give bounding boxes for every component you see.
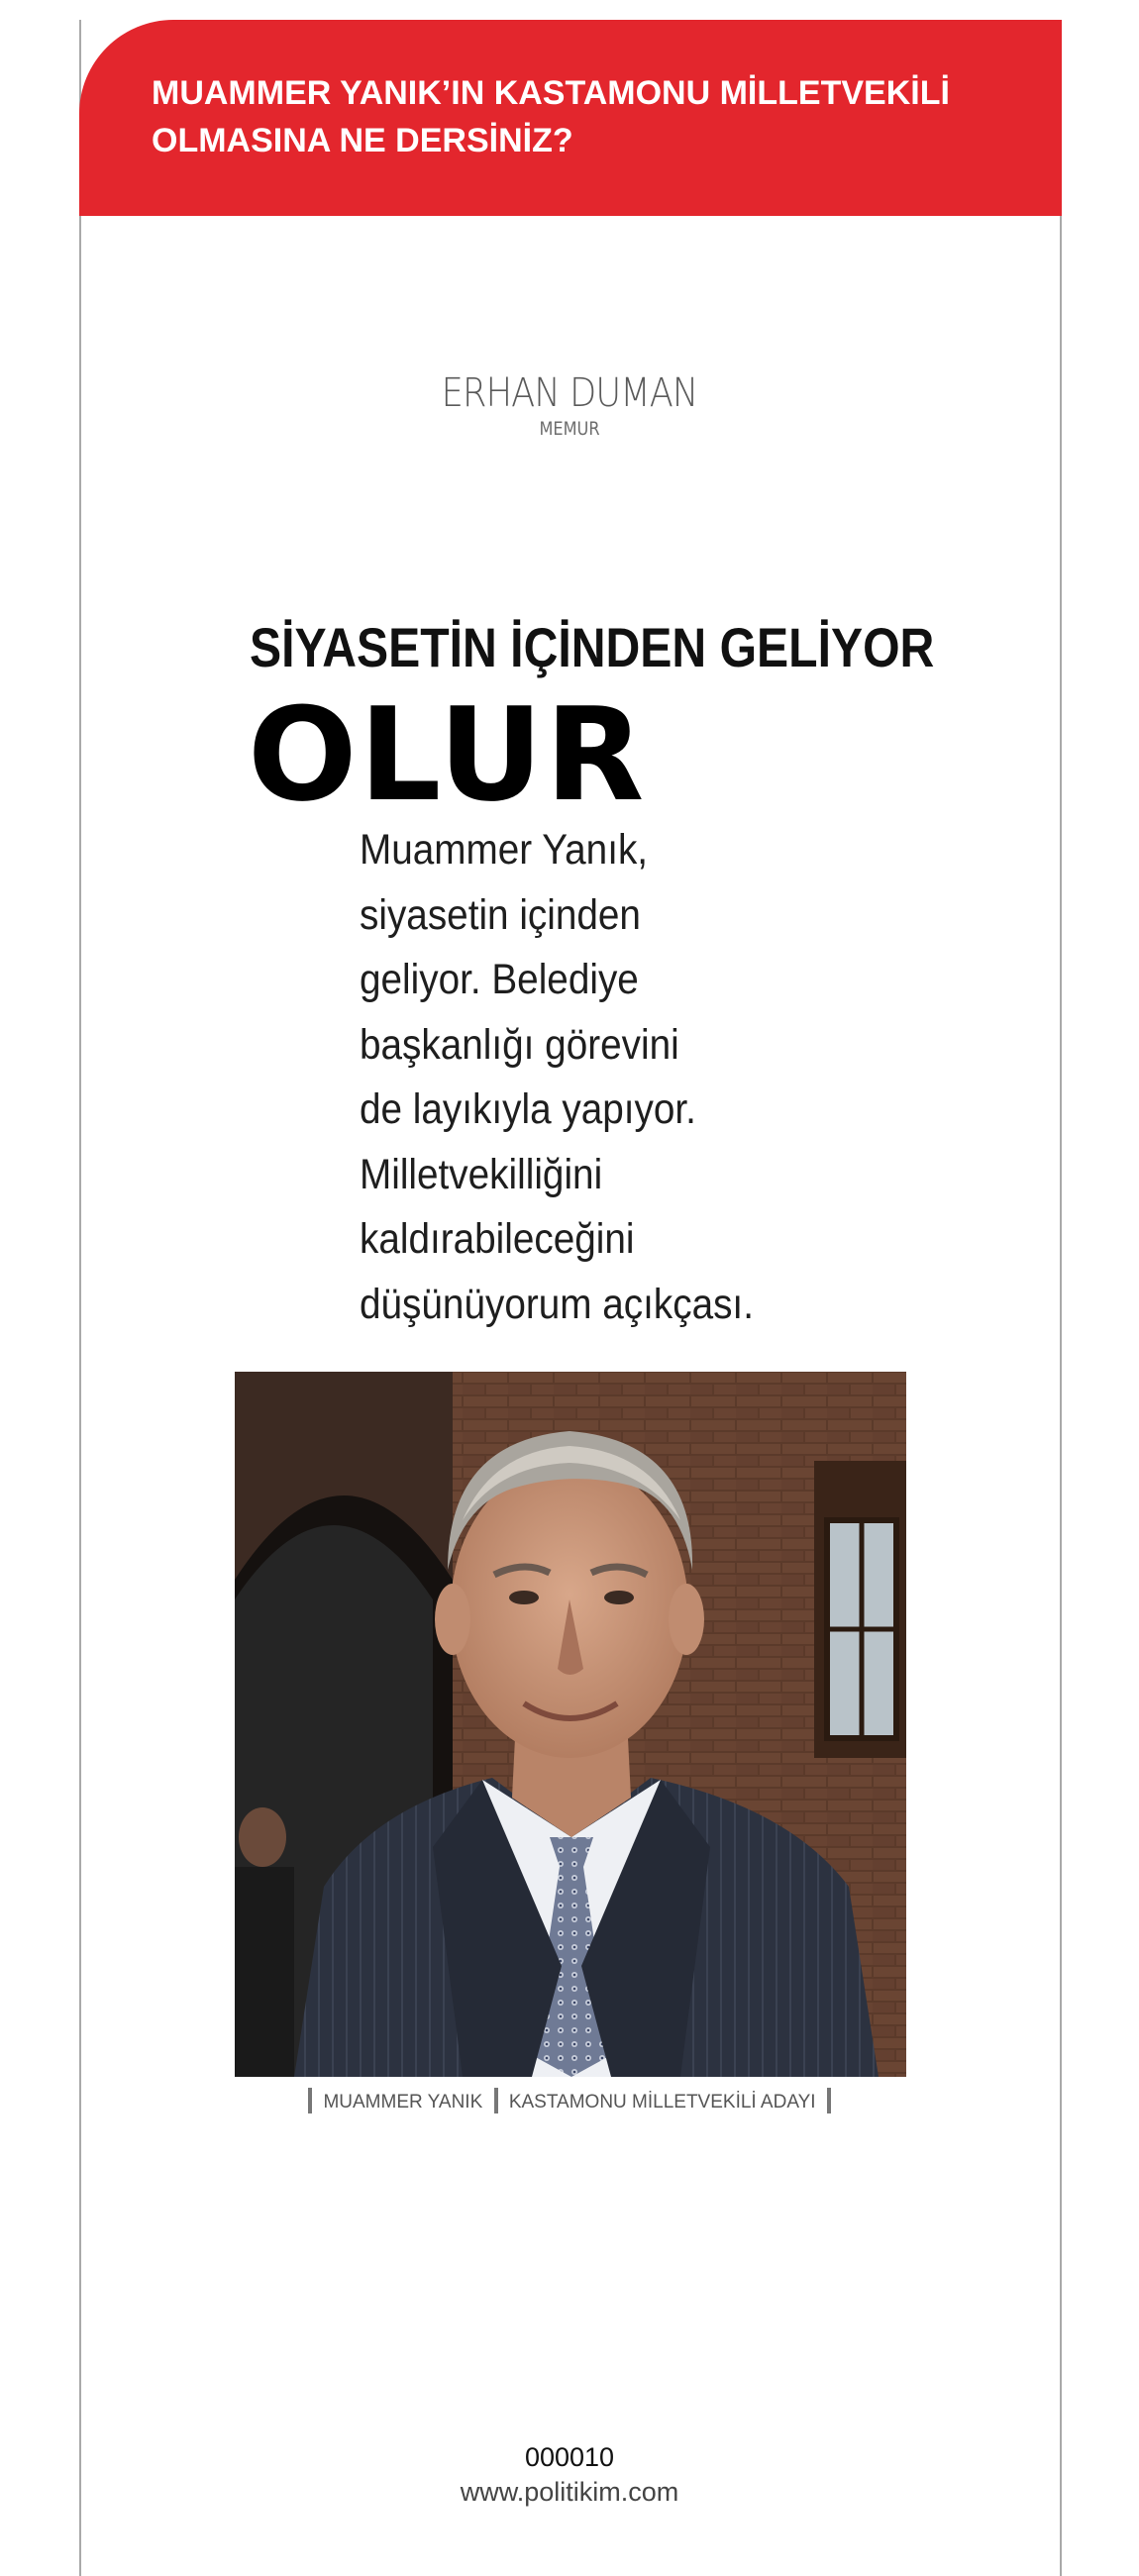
quote-line: Muammer Yanık, bbox=[360, 826, 649, 874]
caption-name: MUAMMER YANIK bbox=[323, 2092, 483, 2112]
author-name: ERHAN DUMAN bbox=[441, 370, 698, 416]
banner-title bbox=[152, 69, 1023, 164]
page-id: 000010 bbox=[524, 2442, 615, 2472]
banner-title-line-2: OLMASINA NE DERSİNİZ? bbox=[152, 122, 573, 159]
verdict-answer: OLUR bbox=[248, 679, 647, 830]
site-url[interactable]: www.politikim.com bbox=[460, 2477, 679, 2507]
author-block bbox=[0, 368, 1139, 440]
quote-text bbox=[360, 818, 875, 1337]
quote-line: düşünüyorum açıkçası. bbox=[360, 1280, 754, 1328]
quote-line: de layıkıyla yapıyor. bbox=[360, 1085, 696, 1133]
caption-divider bbox=[827, 2088, 831, 2113]
caption-divider bbox=[308, 2088, 312, 2113]
portrait-photo bbox=[235, 1372, 906, 2077]
question-banner bbox=[79, 20, 1062, 216]
caption-title: KASTAMONU MİLLETVEKİLİ ADAYI bbox=[508, 2092, 816, 2112]
author-role: MEMUR bbox=[539, 418, 600, 440]
banner-title-line-1: MUAMMER YANIK’IN KASTAMONU MİLLETVEKİLİ bbox=[152, 74, 950, 112]
quote-line: başkanlığı görevini bbox=[360, 1020, 679, 1069]
quote-line: kaldırabileceğini bbox=[360, 1215, 635, 1263]
quote-line: siyasetin içinden bbox=[360, 890, 641, 939]
caption-divider bbox=[494, 2088, 498, 2113]
quote-line: Milletvekilliğini bbox=[360, 1150, 603, 1198]
quote-line: geliyor. Belediye bbox=[360, 956, 639, 1003]
headline: SİYASETİN İÇİNDEN GELİYOR bbox=[250, 616, 935, 678]
photo-caption bbox=[0, 2088, 1139, 2113]
